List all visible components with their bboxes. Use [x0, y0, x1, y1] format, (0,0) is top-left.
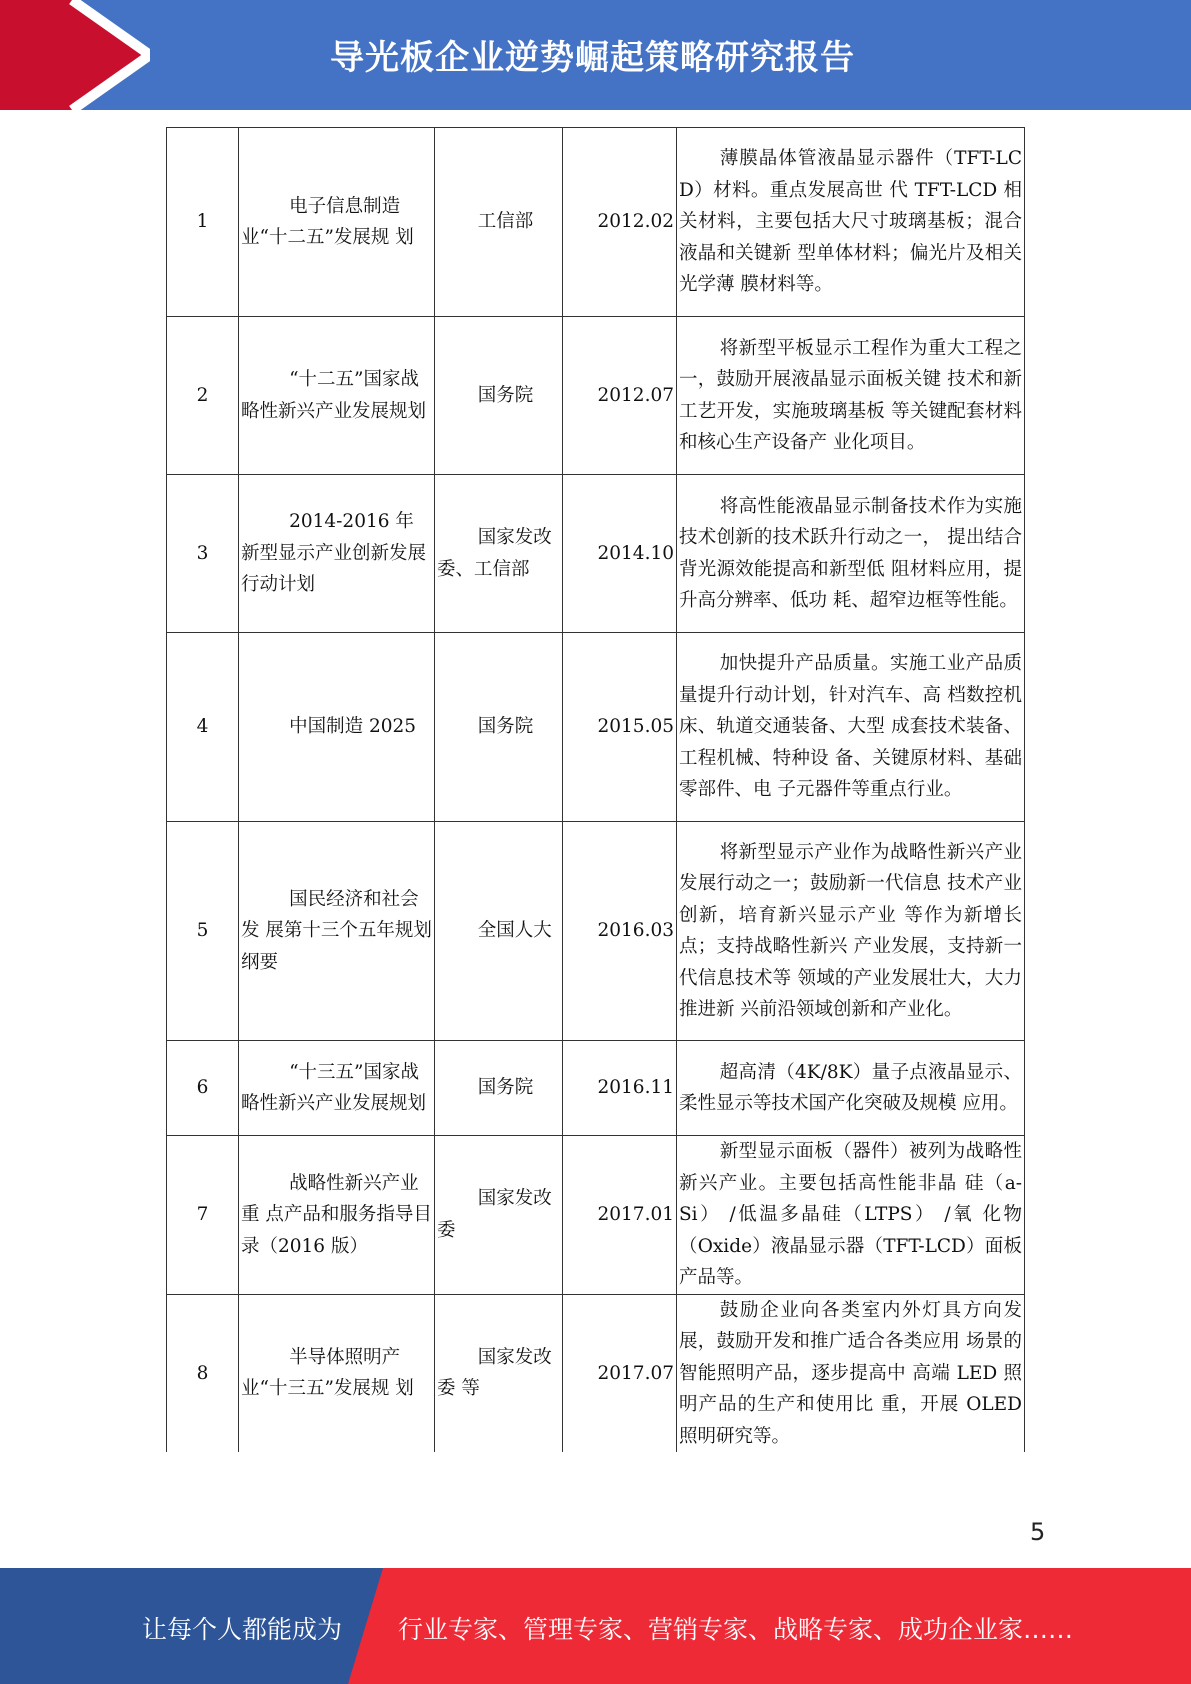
row-number: 5	[167, 822, 239, 1041]
policy-name: “十二五”国家战 略性新兴产业发展规划	[239, 317, 435, 475]
table-row	[167, 128, 1025, 317]
policy-name: 半导体照明产业“十三五”发展规 划	[239, 1294, 435, 1452]
policy-description: 将高性能液晶显示制备技术作为实施技术创新的技术跃升行动之一， 提出结合背光源效能提高和新型低 阻材料应用，提升高分辨率、低功 耗、超窄边框等性能。	[677, 475, 1025, 633]
footer-slogan-left: 让每个人都能成为	[142, 1615, 343, 1644]
header-banner	[0, 0, 1191, 110]
policy-description: 加快提升产品质量。实施工业产品质量提升行动计划，针对汽车、高 档数控机床、轨道交通装备、大型 成套技术装备、工程机械、特种设 备、关键原材料、基础零部件、电 子元器件等重点行业。	[677, 633, 1025, 822]
policy-name: 国民经济和社会发 展第十三个五年规划纲要	[239, 822, 435, 1041]
policy-description: 鼓励企业向各类室内外灯具方向发展，鼓励开发和推广适合各类应用 场景的智能照明产品，逐步提高中 高端 LED 照明产品的生产和使用比 重，开展 OLED 照明研究等。	[677, 1294, 1025, 1452]
policy-description: 将新型平板显示工程作为重大工程之一，鼓励开展液晶显示面板关键 技术和新工艺开发，实施玻璃基板 等关键配套材料和核心生产设备产 业化项目。	[677, 317, 1025, 475]
policy-description: 新型显示面板（器件）被列为战略性新兴产业。主要包括高性能非晶 硅（a-Si） /低温多晶硅（LTPS） /氧 化物（Oxide）液晶显示器（TFT-LCD）面板产品等。	[677, 1136, 1025, 1295]
header-arrow-icon	[0, 0, 150, 110]
policy-name: 电子信息制造业“十二五”发展规 划	[239, 128, 435, 317]
table-row	[167, 1041, 1025, 1136]
policy-description: 薄膜晶体管液晶显示器件（TFT-LC D）材料。重点发展高世 代 TFT-LCD 相关材料，主要包括大尺寸玻璃基板；混合液晶和关键新 型单体材料；偏光片及相关光学薄 膜材料等。	[677, 128, 1025, 317]
issue-date: 2016.11	[563, 1041, 677, 1136]
issuing-department: 国家发改委 等	[435, 1294, 563, 1452]
issuing-department: 全国人大	[435, 822, 563, 1041]
row-number: 3	[167, 475, 239, 633]
footer-banner	[0, 1568, 1191, 1684]
issuing-department: 国务院	[435, 1041, 563, 1136]
row-number: 4	[167, 633, 239, 822]
row-number: 6	[167, 1041, 239, 1136]
policy-description: 将新型显示产业作为战略性新兴产业发展行动之一；鼓励新一代信息 技术产业创新，培育新兴显示产业 等作为新增长点；支持战略性新兴 产业发展，支持新一代信息技术等 领域的产业发展壮大，大力推进新 兴前沿领域创新和产业化。	[677, 822, 1025, 1041]
page-title: 导光板企业逆势崛起策略研究报告	[330, 38, 855, 78]
row-number: 8	[167, 1294, 239, 1452]
issuing-department: 国家发改委、工信部	[435, 475, 563, 633]
issuing-department: 工信部	[435, 128, 563, 317]
issue-date: 2014.10	[563, 475, 677, 633]
footer-slogan-right: 行业专家、管理专家、营销专家、战略专家、成功企业家……	[398, 1615, 1074, 1644]
issuing-department: 国务院	[435, 317, 563, 475]
policy-table	[166, 127, 1025, 1452]
policy-name: 战略性新兴产业重 点产品和服务指导目录（2016 版）	[239, 1136, 435, 1295]
issue-date: 2012.07	[563, 317, 677, 475]
table-row	[167, 1294, 1025, 1452]
issue-date: 2016.03	[563, 822, 677, 1041]
policy-name: “十三五”国家战 略性新兴产业发展规划	[239, 1041, 435, 1136]
table-row	[167, 822, 1025, 1041]
issue-date: 2015.05	[563, 633, 677, 822]
policy-name: 2014-2016 年新型显示产业创新发展 行动计划	[239, 475, 435, 633]
table-row	[167, 1136, 1025, 1295]
table-row	[167, 475, 1025, 633]
policy-name: 中国制造 2025	[239, 633, 435, 822]
issue-date: 2017.07	[563, 1294, 677, 1452]
issue-date: 2012.02	[563, 128, 677, 317]
row-number: 7	[167, 1136, 239, 1295]
page-number: 5	[1030, 1518, 1046, 1546]
table-row	[167, 633, 1025, 822]
issuing-department: 国务院	[435, 633, 563, 822]
table-row	[167, 317, 1025, 475]
issuing-department: 国家发改委	[435, 1136, 563, 1295]
row-number: 2	[167, 317, 239, 475]
issue-date: 2017.01	[563, 1136, 677, 1295]
row-number: 1	[167, 128, 239, 317]
policy-description: 超高清（4K/8K）量子点液晶显示、柔性显示等技术国产化突破及规模 应用。	[677, 1041, 1025, 1136]
